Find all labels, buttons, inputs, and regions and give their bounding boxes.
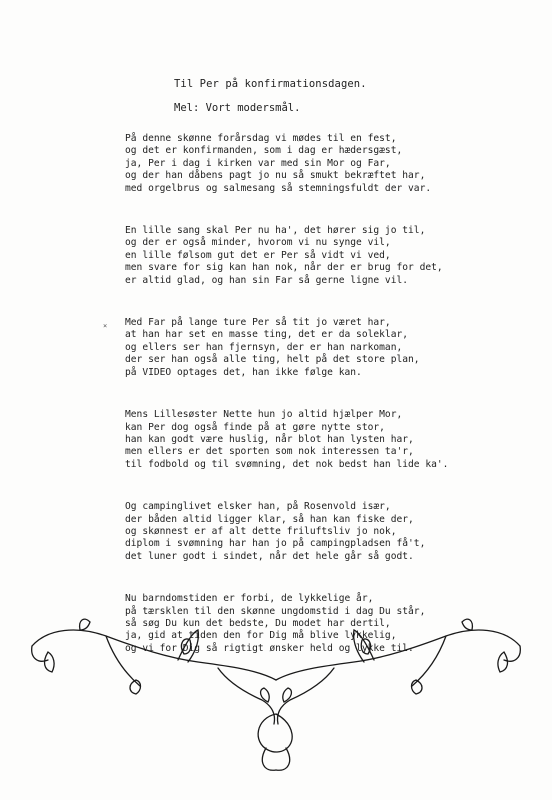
verse-line: En lille sang skal Per nu ha', det hører sig jo til, <box>125 225 426 237</box>
melody-note: Mel: Vort modersmål. <box>174 102 301 114</box>
stanza <box>125 317 545 379</box>
verse-line: diplom i svømning har han jo på campingpladsen få't, <box>125 538 426 550</box>
verse-line: og skønnest er af alt dette friluftsliv jo nok, <box>125 525 397 537</box>
stanza <box>125 501 545 563</box>
verse-line: og der han dåbens pagt jo nu så smukt bekræftet har, <box>125 170 426 182</box>
verse-line: Og campinglivet elsker han, på Rosenvold især, <box>125 501 391 513</box>
verse-line: med orgelbrus og salmesang så stemningsfuldt der var. <box>125 182 432 194</box>
verse-line: men svare for sig kan han nok, når der er brug for det, <box>125 262 443 274</box>
verse-line: men ellers er det sporten som nok interessen ta'r, <box>125 446 414 458</box>
verse-line: på tærsklen til den skønne ungdomstid i dag Du står, <box>125 605 426 617</box>
stanza <box>125 225 545 287</box>
verse-line: der båden altid ligger klar, så han kan fiske der, <box>125 513 414 525</box>
verse-line: er altid glad, og han sin Far så gerne ligne vil. <box>125 274 409 286</box>
poem-title: Til Per på konfirmationsdagen. <box>174 78 367 90</box>
poem-body <box>125 133 545 685</box>
verse-line: og det er konfirmanden, som i dag er hædersgæst, <box>125 145 403 157</box>
verse-line: så søg Du kun det bedste, Du modet har dertil, <box>125 617 391 629</box>
verse-line: at han har set en masse ting, det er da soleklar, <box>125 329 409 341</box>
verse-line: Med Far på lange ture Per så tit jo været har, <box>125 317 391 329</box>
verse-line: Nu barndomstiden er forbi, de lykkelige år, <box>125 593 374 605</box>
verse-line: Mens Lillesøster Nette hun jo altid hjælper Mor, <box>125 409 403 421</box>
verse-line: til fodbold og til svømning, det nok bedst han lide ka'. <box>125 458 449 470</box>
verse-line: og der er også minder, hvorom vi nu synge vil, <box>125 237 391 249</box>
verse-line: ja, gid at tiden den for Dig må blive lykkelig, <box>125 630 397 642</box>
verse-line: kan Per dog også finde på at gøre nytte stor, <box>125 421 385 433</box>
stanza <box>125 133 545 195</box>
verse-line: ja, Per i dag i kirken var med sin Mor og Far, <box>125 157 391 169</box>
verse-line: og ellers ser han fjernsyn, der er han narkoman, <box>125 341 403 353</box>
verse-line: det luner godt i sindet, når det hele går så godt. <box>125 550 414 562</box>
verse-line: og vi for Dig så rigtigt ønsker held og lykke til. <box>125 642 414 654</box>
verse-line: på VIDEO optages det, han ikke følge kan. <box>125 366 362 378</box>
verse-line: der ser han også alle ting, helt på det store plan, <box>125 354 420 366</box>
pencil-mark-icon: × <box>103 322 108 330</box>
verse-line: en lille følsom gut det er Per så vidt vi ved, <box>125 249 391 261</box>
verse-line: På denne skønne forårsdag vi mødes til en fest, <box>125 133 397 144</box>
stanza <box>125 409 545 471</box>
floral-scroll-ornament-icon <box>18 618 534 778</box>
verse-line: han kan godt være huslig, når blot han lysten har, <box>125 433 414 445</box>
